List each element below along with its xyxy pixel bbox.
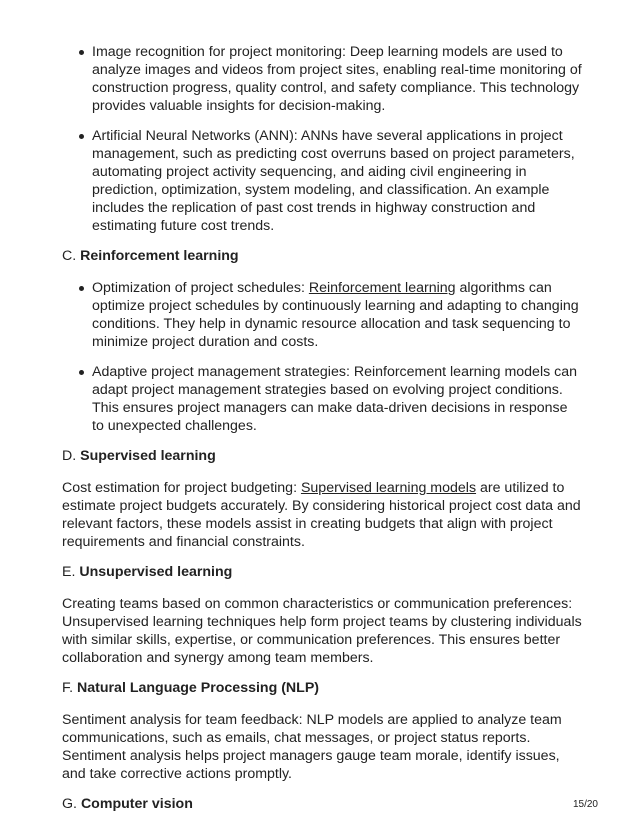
supervised-paragraph [62, 479, 582, 551]
section-title: Reinforcement learning [80, 248, 239, 264]
nlp-paragraph: Sentiment analysis for team feedback: NLP models are applied to analyze team communications, such as emails, chat messages, or project status reports. Sentiment analysis helps project managers gauge team morale, identify issues, and take corrective actions promptly. [62, 712, 562, 782]
list-item-text: algorithms can optimize project schedules by continuously learning and adapting to changing conditions. They help in dynamic resource allocation and task sequencing to minimize project duration and costs. [92, 280, 579, 350]
document-body [62, 43, 582, 827]
list-item-text: Optimization of project schedules: [92, 280, 309, 296]
section-letter: C. [62, 248, 77, 264]
section-title: Natural Language Processing (NLP) [77, 680, 320, 696]
section-letter: F. [62, 680, 74, 696]
section-heading-nlp [62, 679, 582, 697]
section-letter: G. [62, 796, 77, 812]
section-heading-reinforcement [62, 247, 582, 265]
unsupervised-paragraph: Creating teams based on common characteristics or communication preferences: Unsupervised learning techniques help form project teams by clustering individuals with similar skills, expertise, or communication preferences. This ensures better collaboration and synergy among team members. [62, 596, 582, 666]
section-heading-computer-vision [62, 795, 582, 813]
list-item [92, 279, 582, 351]
reinforcement-learning-link[interactable]: Reinforcement learning [308, 280, 456, 296]
deep-learning-list [62, 43, 582, 235]
section-title: Supervised learning [80, 448, 216, 464]
section-letter: D. [62, 448, 77, 464]
section-heading-unsupervised [62, 563, 582, 581]
reinforcement-list [62, 279, 582, 435]
section-heading-supervised [62, 447, 582, 465]
page-number: 15/20 [572, 799, 598, 810]
section-title: Unsupervised learning [79, 564, 233, 580]
section-title: Computer vision [80, 796, 193, 812]
paragraph-text: are utilized to estimate project budgets accurately. By considering historical project cost data and relevant factors, these models assist in creating budgets that align with project requirements and financial constraints. [62, 480, 581, 550]
paragraph-text: Cost estimation for project budgeting: [62, 480, 301, 496]
supervised-learning-models-link[interactable]: Supervised learning models [300, 480, 477, 496]
list-item: Adaptive project management strategies: Reinforcement learning models can adapt project management strategies based on evolving project conditions. This ensures project managers can make data-driven decisions in response to unexpected challenges. [92, 363, 582, 435]
section-letter: E. [62, 564, 76, 580]
list-item: Image recognition for project monitoring: Deep learning models are used to analyze images and videos from project sites, enabling real-time monitoring of construction progress, quality control, and safety compliance. This technology provides valuable insights for decision-making. [92, 44, 582, 114]
list-item: Artificial Neural Networks (ANN): ANNs have several applications in project management, such as predicting cost overruns based on project parameters, automating project activity sequencing, and aiding civil engineering in prediction, optimization, system modeling, and classification. An example includes the replication of past cost trends in highway construction and estimating future cost trends. [92, 127, 582, 235]
